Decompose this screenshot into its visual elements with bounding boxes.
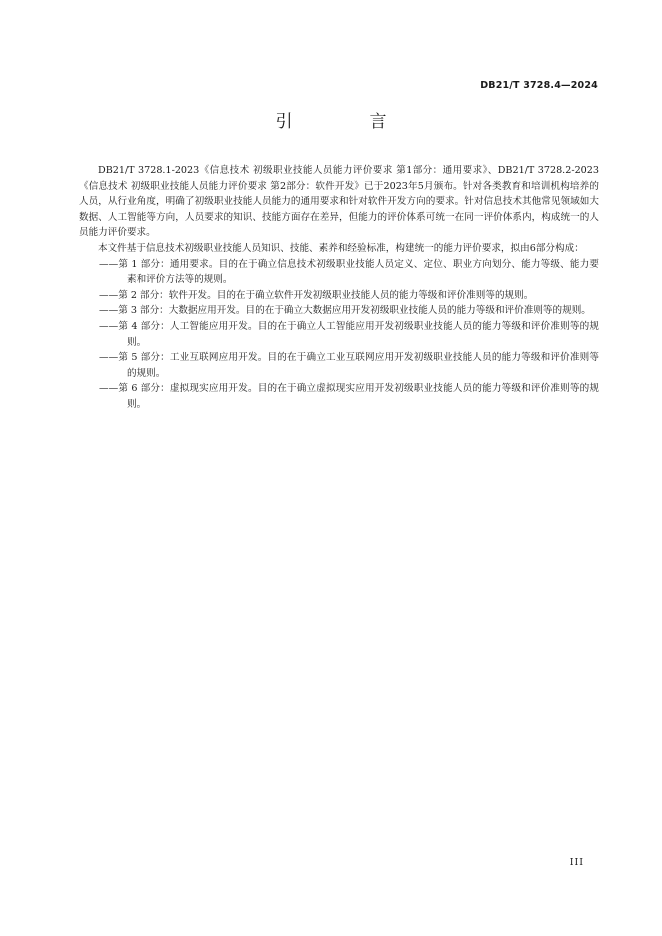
- list-item: ——第 3 部分：大数据应用开发。目的在于确立大数据应用开发初级职业技能人员的能力等级和评价准则等的规则。: [99, 305, 591, 317]
- list-item: ——第 2 部分：软件开发。目的在于确立软件开发初级职业技能人员的能力等级和评价准则等的规则。: [99, 289, 534, 301]
- body-text: [79, 163, 599, 413]
- page-title: 引 言: [275, 112, 417, 132]
- page-number: III: [569, 857, 584, 868]
- list-item: ——第 4 部分：人工智能应用开发。目的在于确立人工智能应用开发初级职业技能人员的能力等级和评价准则等的规则。: [99, 320, 599, 348]
- structure-paragraph: 本文件基于信息技术初级职业技能人员知识、技能、素养和经验标准，构建统一的能力评价要求，拟由6部分构成：: [98, 242, 584, 254]
- intro-paragraph: DB21/T 3728.1-2023《信息技术 初级职业技能人员能力评价要求 第1部分：通用要求》、DB21/T 3728.2-2023《信息技术 初级职业技能人员能力评价要求 第2部分：软件开发》已于2023年5月颁布。针对各类教育和培训机构培养的人员，从行业角度，明确了初级职业技能人员能力的通用要求和针对软件开发方向的要求。针对信息技术其他常见领域如大数据、人工智能等方向，人员要求的知识、技能方面存在差异，但能力的评价体系可统一在同一评价体系内，构成统一的人员能力评价要求。: [79, 165, 599, 239]
- standard-code: DB21/T 3728.4—2024: [480, 80, 598, 91]
- list-item: ——第 1 部分：通用要求。目的在于确立信息技术初级职业技能人员定义、定位、职业方向划分、能力等级、能力要素和评价方法等的规则。: [99, 258, 599, 286]
- list-item: ——第 6 部分：虚拟现实应用开发。目的在于确立虚拟现实应用开发初级职业技能人员的能力等级和评价准则等的规则。: [99, 383, 599, 410]
- parts-list: [79, 257, 599, 413]
- list-item: ——第 5 部分：工业互联网应用开发。目的在于确立工业互联网应用开发初级职业技能人员的能力等级和评价准则等的规则。: [99, 352, 599, 379]
